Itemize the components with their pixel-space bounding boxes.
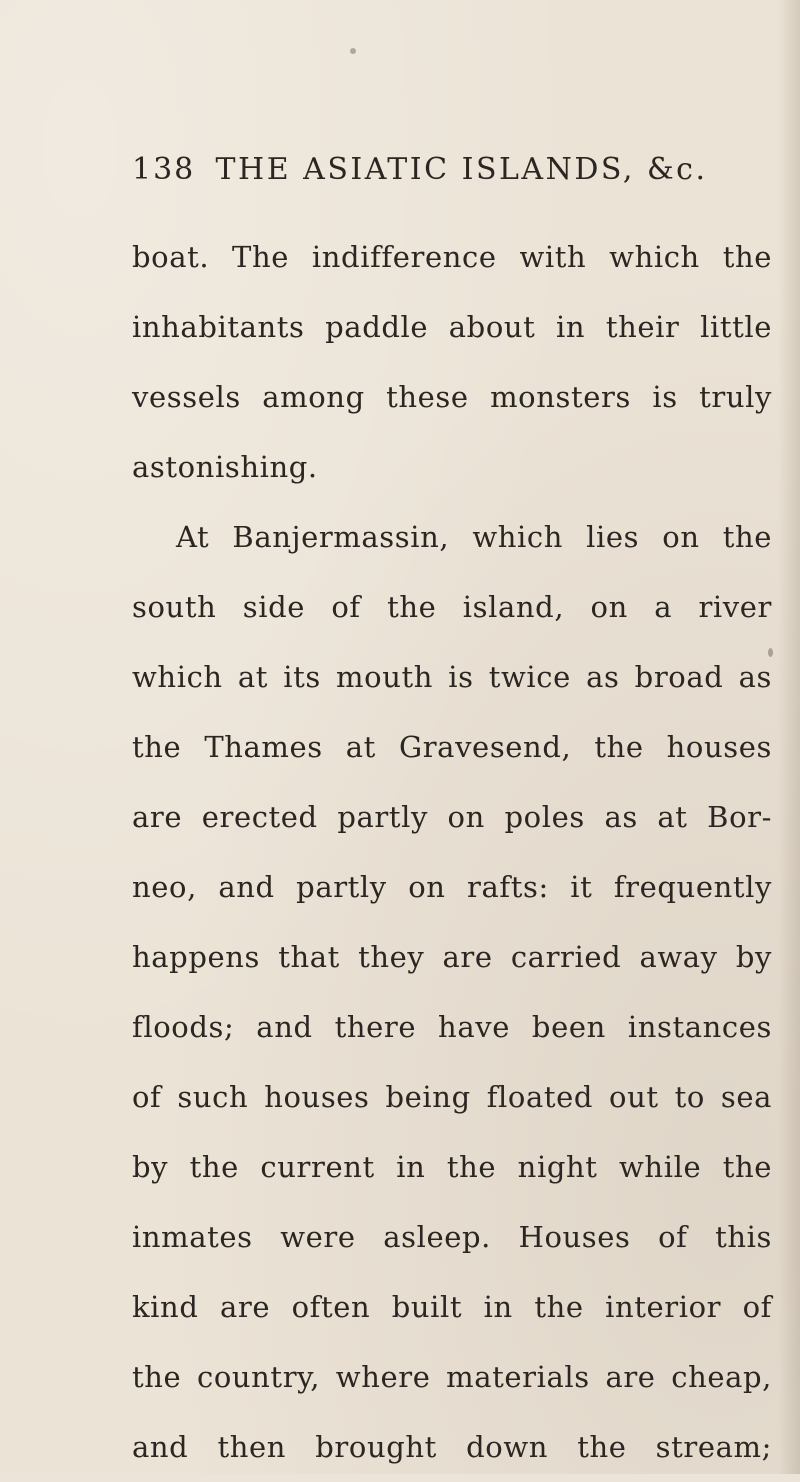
page-number: 138 [132, 152, 196, 187]
text-line: vessels among these monsters is truly [132, 380, 772, 414]
page-edge-shadow [778, 0, 800, 1474]
text-line: astonishing. [132, 450, 318, 484]
text-line: of such houses being floated out to sea [132, 1080, 772, 1114]
paragraph-start-line: At Banjermassin, which lies on the [176, 520, 772, 554]
running-header [132, 152, 752, 200]
text-line: kind are often built in the interior of [132, 1290, 772, 1324]
text-line: floods; and there have been instances [132, 1010, 772, 1044]
text-line: which at its mouth is twice as broad as [132, 660, 772, 694]
text-line: and then brought down the stream; [132, 1430, 772, 1464]
paper-speck [350, 48, 356, 54]
text-line: happens that they are carried away by [132, 940, 772, 974]
body-text [132, 222, 772, 1482]
text-line: by the current in the night while the [132, 1150, 772, 1184]
text-line: inhabitants paddle about in their little [132, 310, 772, 344]
text-line: the Thames at Gravesend, the houses [132, 730, 772, 764]
text-line: south side of the island, on a river [132, 590, 772, 624]
text-line: neo, and partly on rafts: it frequently [132, 870, 772, 904]
text-line: are erected partly on poles as at Bor- [132, 800, 772, 834]
text-line: inmates were asleep. Houses of this [132, 1220, 772, 1254]
text-line: the country, where materials are cheap, [132, 1360, 772, 1394]
text-line: boat. The indifference with which the [132, 240, 772, 274]
running-title: THE ASIATIC ISLANDS, &c. [215, 152, 708, 187]
